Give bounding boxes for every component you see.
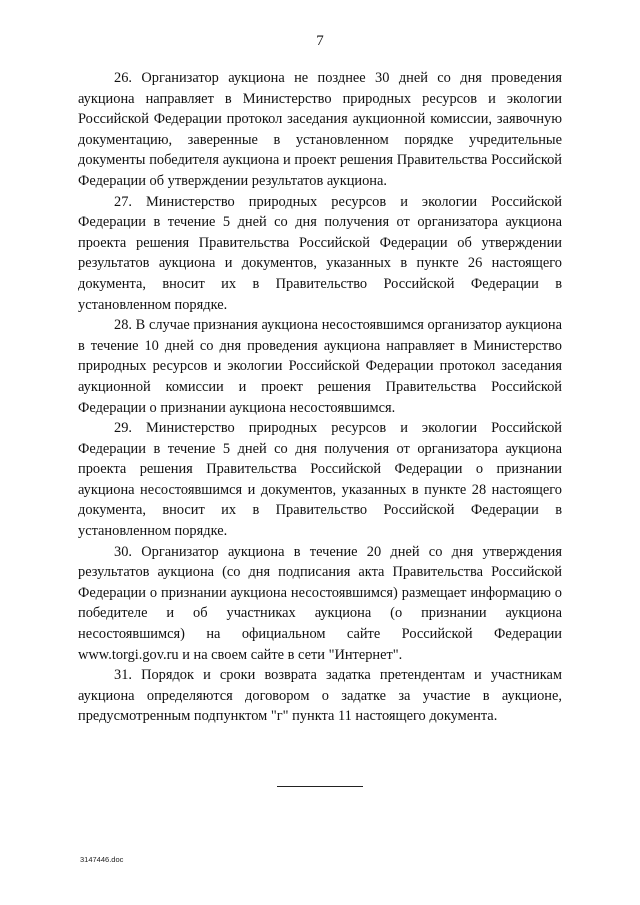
paragraph-30: 30. Организатор аукциона в течение 20 дней со дня утверждения результатов аукциона (со дня подписания акта Правительства Российской Федерации о признании аукциона несостоявшимся) размещает информацию о победителе и об участниках аукциона (о признании аукциона несостоявшимся) на официальном сайте Российской Федерации www.torgi.gov.ru и на своем сайте в сети "Интернет". [78, 543, 562, 663]
paragraph-27: 27. Министерство природных ресурсов и экологии Российской Федерации в течение 5 дней со дня получения от организатора аукциона проекта решения Правительства Российской Федерации об утверждении результатов аукциона и документов, указанных в пункте 26 настоящего документа, вносит их в Правительство Российской Федерации в установленном порядке. [78, 193, 562, 313]
paragraph-28: 28. В случае признания аукциона несостоявшимся организатор аукциона в течение 10 дней со дня проведения аукциона направляет в Министерство природных ресурсов и экологии Российской Федерации протокол заседания аукционной комиссии и проект решения Правительства Российской Федерации о признании аукциона несостоявшимся. [78, 317, 562, 416]
paragraph-31: 31. Порядок и сроки возврата задатка претендентам и участникам аукциона определяются договором о задатке за участие в аукционе, предусмотренным подпунктом "г" пункта 11 настоящего документа. [78, 667, 562, 725]
paragraph-29: 29. Министерство природных ресурсов и экологии Российской Федерации в течение 5 дней со дня получения от организатора аукциона проекта решения Правительства Российской Федерации о признании аукциона несостоявшимся и документов, указанных в пункте 28 настоящего документа, вносит их в Правительство Российской Федерации в установленном порядке. [78, 420, 562, 540]
document-body [78, 68, 562, 727]
footer-file-code: 3147446.doc [80, 855, 124, 864]
paragraph-26: 26. Организатор аукциона не позднее 30 дней со дня проведения аукциона направляет в Министерство природных ресурсов и экологии Российской Федерации протокол заседания аукционной комиссии, заявочную документацию, заверенные в установленном порядке учредительные документы победителя аукциона и проект решения Правительства Российской Федерации об утверждении результатов аукциона. [78, 70, 562, 189]
end-divider [277, 786, 363, 787]
page-number: 7 [316, 33, 324, 49]
